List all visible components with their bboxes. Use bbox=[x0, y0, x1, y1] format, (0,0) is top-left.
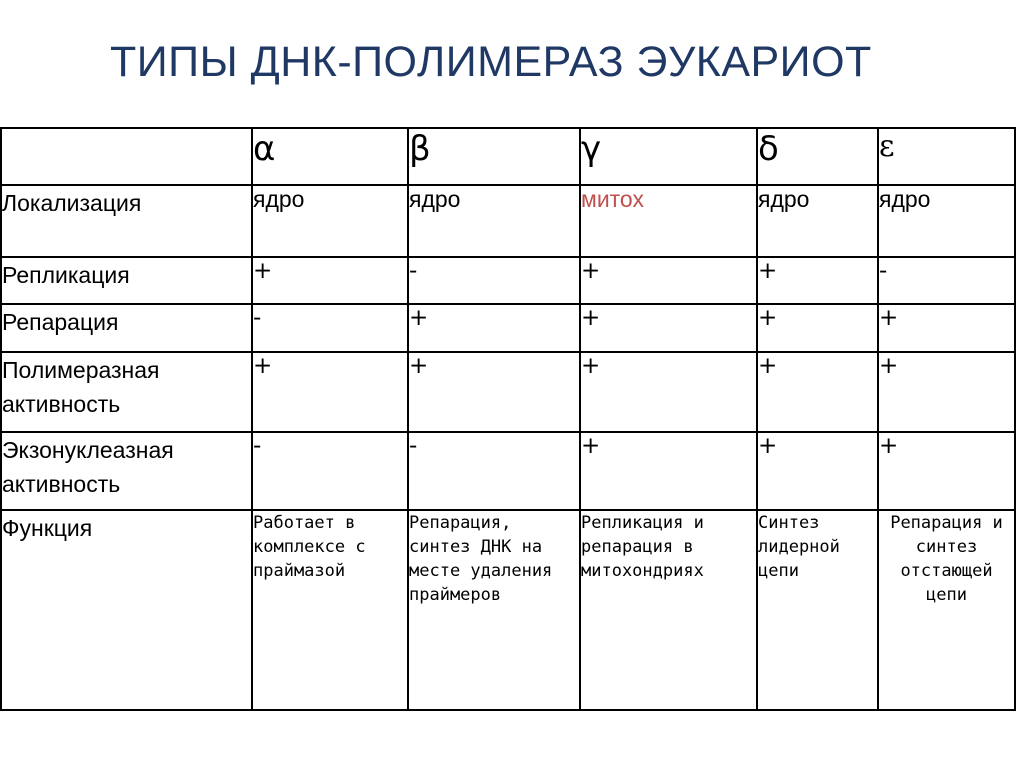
row-label-repair: Репарация bbox=[1, 304, 252, 352]
table-row-function bbox=[1, 510, 1015, 710]
function-cell: Репарация, синтез ДНК на месте удаления праймеров bbox=[408, 510, 580, 710]
col-header-epsilon: ε bbox=[878, 128, 1015, 185]
corner-cell bbox=[1, 128, 252, 185]
row-label-polymerase-activity: Полимеразная активность bbox=[1, 352, 252, 432]
col-header-beta: β bbox=[408, 128, 580, 185]
slide-title: ТИПЫ ДНК-ПОЛИМЕРАЗ ЭУКАРИОТ bbox=[110, 38, 872, 86]
table-cell-mitochondria: митох bbox=[580, 185, 757, 257]
table-cell: + bbox=[408, 352, 580, 432]
table-row-replication bbox=[1, 257, 1015, 304]
col-header-delta: δ bbox=[757, 128, 878, 185]
table-cell: + bbox=[878, 352, 1015, 432]
table-cell: + bbox=[580, 257, 757, 304]
table-cell: + bbox=[580, 304, 757, 352]
table-cell: ядро bbox=[408, 185, 580, 257]
function-cell: Синтез лидерной цепи bbox=[757, 510, 878, 710]
polymerase-table bbox=[0, 127, 1016, 711]
table-row-polymerase-activity bbox=[1, 352, 1015, 432]
row-label-exonuclease-activity: Экзонуклеазная активность bbox=[1, 432, 252, 510]
col-header-gamma: γ bbox=[580, 128, 757, 185]
table-cell: + bbox=[757, 352, 878, 432]
col-header-alpha: α bbox=[252, 128, 408, 185]
table-cell: + bbox=[757, 304, 878, 352]
table-cell: ядро bbox=[252, 185, 408, 257]
table-cell: + bbox=[580, 432, 757, 510]
table-cell: + bbox=[878, 304, 1015, 352]
row-label-replication: Репликация bbox=[1, 257, 252, 304]
table-cell: + bbox=[757, 257, 878, 304]
table-cell: + bbox=[878, 432, 1015, 510]
table-cell: + bbox=[252, 257, 408, 304]
table-cell: - bbox=[408, 432, 580, 510]
function-cell: Репликация и репарация в митохондриях bbox=[580, 510, 757, 710]
row-label-function: Функция bbox=[1, 510, 252, 710]
table-cell: ядро bbox=[878, 185, 1015, 257]
table-cell: + bbox=[757, 432, 878, 510]
table-row-localization bbox=[1, 185, 1015, 257]
function-cell: Репарация и синтез отстающей цепи bbox=[878, 510, 1015, 710]
table-cell: + bbox=[408, 304, 580, 352]
table-row-repair bbox=[1, 304, 1015, 352]
table-row-exonuclease-activity bbox=[1, 432, 1015, 510]
table-cell: + bbox=[252, 352, 408, 432]
table-cell: - bbox=[252, 432, 408, 510]
table-cell: - bbox=[878, 257, 1015, 304]
table-cell: + bbox=[580, 352, 757, 432]
table-cell: - bbox=[408, 257, 580, 304]
header-row bbox=[1, 128, 1015, 185]
table-cell: ядро bbox=[757, 185, 878, 257]
table-cell: - bbox=[252, 304, 408, 352]
row-label-localization: Локализация bbox=[1, 185, 252, 257]
function-cell: Работает в комплексе с праймазой bbox=[252, 510, 408, 710]
